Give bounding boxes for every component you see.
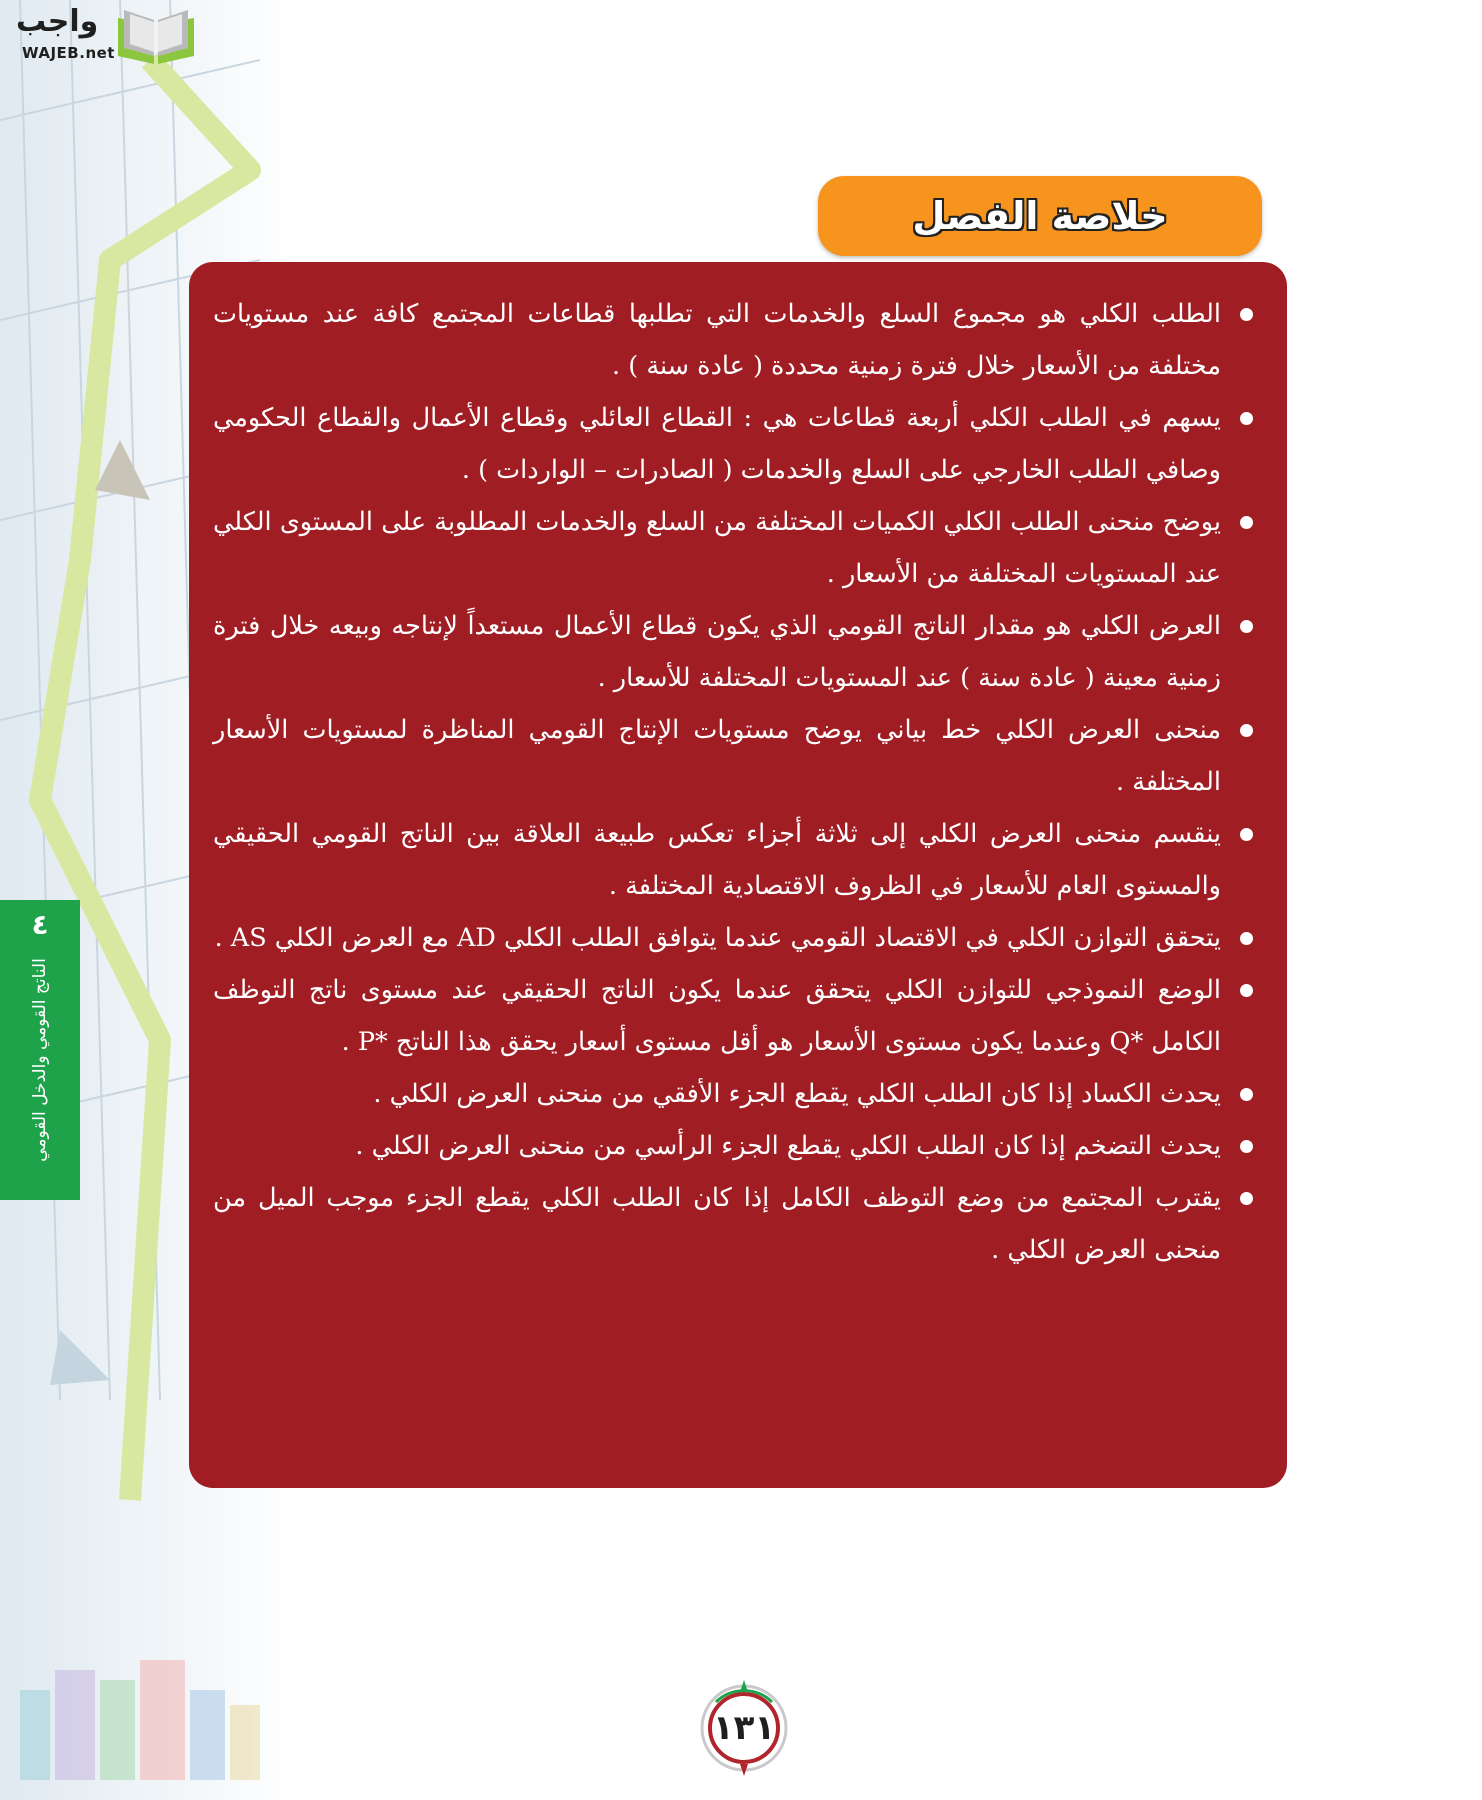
bullet-icon — [1240, 724, 1253, 737]
page-title: خلاصة الفصل — [912, 194, 1168, 238]
wajeb-logo[interactable] — [8, 4, 188, 66]
summary-item: منحنى العرض الكلي خط بياني يوضح مستويات الإنتاج القومي المناظرة لمستويات الأسعار المختلفة . — [213, 704, 1257, 808]
bullet-icon — [1240, 1192, 1253, 1205]
summary-item: يحدث التضخم إذا كان الطلب الكلي يقطع الجزء الرأسي من منحنى العرض الكلي . — [213, 1120, 1257, 1172]
summary-item: الوضع النموذجي للتوازن الكلي يتحقق عندما يكون الناتج الحقيقي عند مستوى ناتج التوظف الكامل *Q وعندما يكون مستوى الأسعار هو أقل مستوى أسعار يحقق هذا الناتج *P . — [213, 964, 1257, 1068]
page-number-badge — [694, 1678, 794, 1778]
bullet-icon — [1240, 620, 1253, 633]
chapter-side-tab — [0, 900, 80, 1200]
bullet-icon — [1240, 828, 1253, 841]
summary-item: ينقسم منحنى العرض الكلي إلى ثلاثة أجزاء تعكس طبيعة العلاقة بين الناتج القومي الحقيقي والمستوى العام للأسعار في الظروف الاقتصادية المختلفة . — [213, 808, 1257, 912]
summary-item: يوضح منحنى الطلب الكلي الكميات المختلفة من السلع والخدمات المطلوبة على المستوى الكلي عند المستويات المختلفة من الأسعار . — [213, 496, 1257, 600]
bullet-icon — [1240, 412, 1253, 425]
page-number: ١٣١ — [712, 1708, 776, 1748]
summary-list — [213, 288, 1257, 1276]
chapter-title: الناتج القومي والدخل القومي — [30, 958, 50, 1162]
summary-item: يقترب المجتمع من وضع التوظف الكامل إذا كان الطلب الكلي يقطع الجزء موجب الميل من منحنى العرض الكلي . — [213, 1172, 1257, 1276]
summary-item: يسهم في الطلب الكلي أربعة قطاعات هي : القطاع العائلي وقطاع الأعمال والقطاع الحكومي وصافي الطلب الخارجي على السلع والخدمات ( الصادرات – الواردات ) . — [213, 392, 1257, 496]
logo-text: واجب — [16, 4, 99, 39]
bullet-icon — [1240, 932, 1253, 945]
summary-item: يتحقق التوازن الكلي في الاقتصاد القومي عندما يتوافق الطلب الكلي AD مع العرض الكلي AS . — [213, 912, 1257, 964]
bullet-icon — [1240, 1088, 1253, 1101]
bullet-icon — [1240, 516, 1253, 529]
chapter-summary-tab — [818, 176, 1262, 256]
chapter-number: ٤ — [31, 908, 49, 941]
summary-item: العرض الكلي هو مقدار الناتج القومي الذي يكون قطاع الأعمال مستعداً لإنتاجه وبيعه خلال فترة زمنية معينة ( عادة سنة ) عند المستويات المختلفة للأسعار . — [213, 600, 1257, 704]
summary-item: الطلب الكلي هو مجموع السلع والخدمات التي تطلبها قطاعات المجتمع كافة عند مستويات مختلفة من الأسعار خلال فترة زمنية محددة ( عادة سنة ) . — [213, 288, 1257, 392]
logo-subtext: WAJEB.net — [22, 44, 115, 62]
bullet-icon — [1240, 984, 1253, 997]
bullet-icon — [1240, 1140, 1253, 1153]
summary-box — [189, 262, 1287, 1488]
book-icon — [114, 6, 198, 70]
summary-item: يحدث الكساد إذا كان الطلب الكلي يقطع الجزء الأفقي من منحنى العرض الكلي . — [213, 1068, 1257, 1120]
bullet-icon — [1240, 308, 1253, 321]
